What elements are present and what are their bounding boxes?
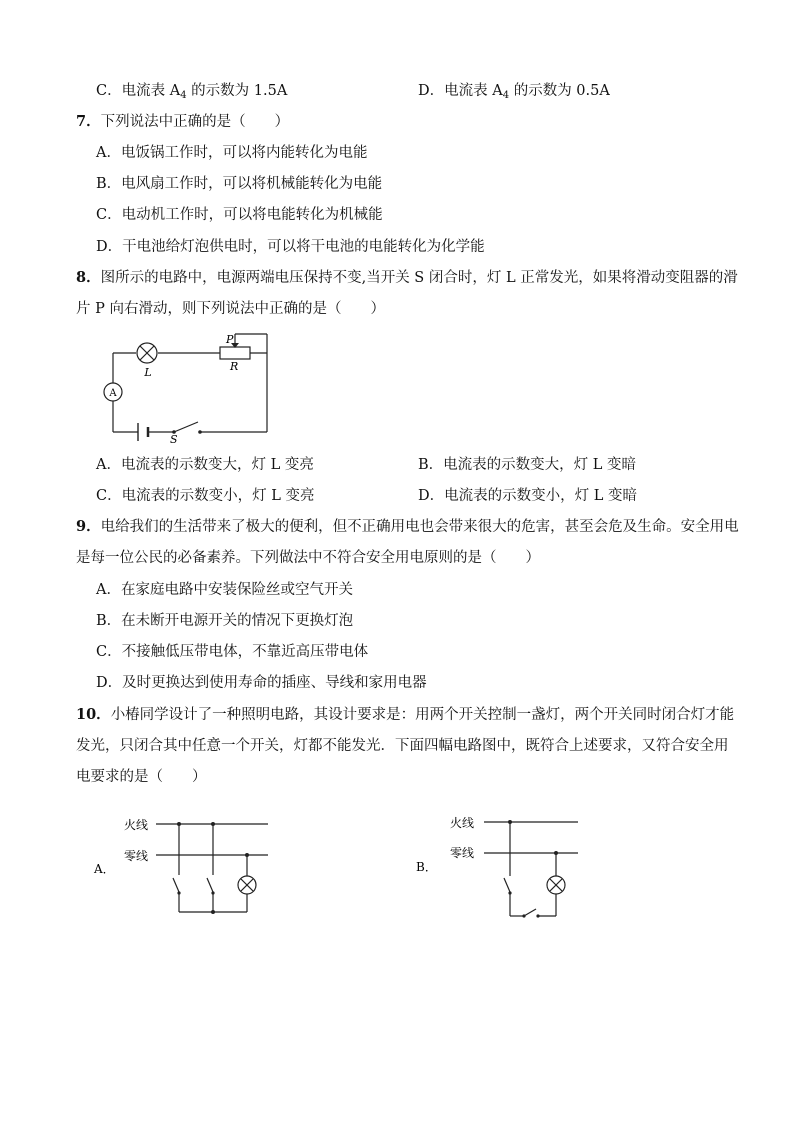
slider-label: P <box>226 333 234 346</box>
q7-option-d: D．干电池给灯泡供电时，可以将干电池的电能转化为化学能 <box>96 239 485 255</box>
q9-option-d: D．及时更换达到使用寿命的插座、导线和家用电器 <box>96 675 427 691</box>
q10-stem-line1-text: 小椿同学设计了一种照明电路，其设计要求是：用两个开关控制一盏灯，两个开关同时闭合灯才能 <box>110 707 735 723</box>
figure-a-neutral-label: 零线 <box>124 849 149 863</box>
q9-stem-line1-text: 电给我们的生活带来了极大的便利，但不正确用电也会带来很大的危害，甚至会危及生命。安全用电 <box>100 519 739 535</box>
q8-stem-line2: 片 P 向右滑动，则下列说法中正确的是（ ） <box>76 301 385 317</box>
q8-number: 8． <box>76 269 101 286</box>
q7-option-c: C．电动机工作时，可以将电能转化为机械能 <box>96 207 383 223</box>
q6-option-d-suffix: 的示数为 0.5A <box>509 83 610 99</box>
q7-stem <box>76 113 289 131</box>
figure-b-label: B． <box>416 860 437 874</box>
q8-option-b: B．电流表的示数变大，灯 L 变暗 <box>418 457 637 473</box>
q7-option-b: B．电风扇工作时，可以将机械能转化为电能 <box>96 176 383 192</box>
figure-b-live-label: 火线 <box>450 816 475 830</box>
q8-stem-line1-text: 图所示的电路中，电源两端电压保持不变,当开关 S 闭合时，灯 L 正常发光，如果将滑动变阻器的滑 <box>100 270 738 286</box>
figure-b-neutral-label: 零线 <box>450 846 475 860</box>
q7-option-a: A．电饭锅工作时，可以将内能转化为电能 <box>96 145 368 161</box>
q8-option-a: A．电流表的示数变大，灯 L 变亮 <box>96 457 314 473</box>
ammeter-label: A <box>109 388 117 399</box>
q9-option-b: B．在未断开电源开关的情况下更换灯泡 <box>96 613 354 629</box>
figure-a-lamp <box>238 876 256 894</box>
q7-number: 7． <box>76 113 101 130</box>
q9-number: 9． <box>76 518 101 535</box>
q9-stem-line2: 是每一位公民的必备素养。下列做法中不符合安全用电原则的是（ ） <box>76 550 540 566</box>
switch-label: S <box>170 433 178 446</box>
q10-stem-line3: 电要求的是（ ） <box>76 769 207 785</box>
lamp-label: L <box>144 366 152 379</box>
rheostat-label: R <box>230 360 239 373</box>
q6-option-d-prefix: D．电流表 A <box>418 83 503 99</box>
q7-stem-text: 下列说法中正确的是（ ） <box>100 114 290 130</box>
lamp-symbol <box>137 343 157 363</box>
figure-a-label: A． <box>94 862 115 876</box>
q10-figure-b <box>412 808 592 923</box>
q6-option-c-prefix: C．电流表 A <box>96 83 181 99</box>
q6-option-c <box>96 82 287 105</box>
q8-option-c: C．电流表的示数变小，灯 L 变亮 <box>96 488 315 504</box>
q10-stem-line2: 发光，只闭合其中任意一个开关，灯都不能发光．下面四幅电路图中，既符合上述要求，又符合安全用 <box>76 738 729 754</box>
q8-option-d: D．电流表的示数变小，灯 L 变暗 <box>418 488 637 504</box>
q6-option-c-sub: 4 <box>180 90 187 101</box>
q10-stem-line1 <box>76 706 734 724</box>
figure-b-lamp <box>547 876 565 894</box>
figure-a-switch-2 <box>207 878 213 892</box>
figure-b-switch-2 <box>524 909 536 916</box>
figure-a-switch-1 <box>173 878 179 892</box>
q9-option-c: C．不接触低压带电体，不靠近高压带电体 <box>96 644 369 660</box>
q10-number: 10． <box>76 706 111 723</box>
q6-option-c-suffix: 的示数为 1.5A <box>186 83 288 99</box>
rheostat-symbol <box>220 347 250 359</box>
q6-option-d <box>418 82 610 105</box>
q9-stem-line1 <box>76 518 739 536</box>
q10-figure-a <box>90 812 280 917</box>
figure-b-switch-1 <box>504 878 510 892</box>
q6-option-d-sub: 4 <box>502 90 510 101</box>
q8-stem-line1 <box>76 269 738 287</box>
q8-circuit-diagram <box>90 326 280 448</box>
q9-option-a: A．在家庭电路中安装保险丝或空气开关 <box>96 582 353 598</box>
figure-a-live-label: 火线 <box>124 818 149 832</box>
